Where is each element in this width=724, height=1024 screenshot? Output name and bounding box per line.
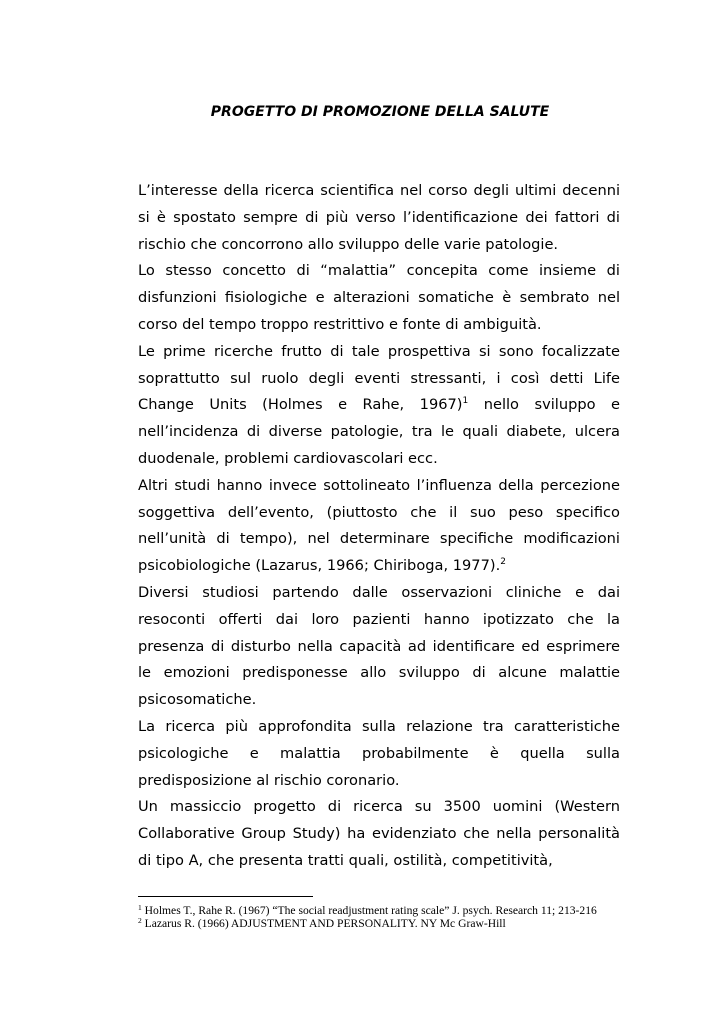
paragraph: Diversi studiosi partendo dalle osservazioni cliniche e dai resoconti offerti dai loro pazienti hanno ipotizzato che la presenza di disturbo nella capacità ad identificare ed esprimere le emozioni predisponesse allo sviluppo di alcune malattie psicosomatiche. xyxy=(138,583,620,709)
paragraph xyxy=(138,339,620,473)
footnote-text: Lazarus R. (1966) ADJUSTMENT AND PERSONALITY. NY Mc Graw-Hill xyxy=(141,917,506,930)
footnote-number: 1 xyxy=(138,903,142,912)
body-text xyxy=(138,178,620,875)
paragraph: La ricerca più approfondita sulla relazione tra caratteristiche psicologiche e malattia probabilmente è quella sulla predisposizione al rischio coronario. xyxy=(138,717,620,789)
footnote-separator xyxy=(138,896,313,897)
footnote xyxy=(138,904,620,917)
footnote-ref[interactable]: 2 xyxy=(500,557,506,568)
paragraph: L’interesse della ricerca scientifica nel corso degli ultimi decenni si è spostato sempre di più verso l’identificazione dei fattori di rischio che concorrono allo sviluppo delle varie patologie. xyxy=(138,182,620,253)
paragraph-text: nello sviluppo e nell’incidenza di diverse patologie, tra le quali diabete, ulcera duodenale, problemi cardiovascolari ecc. xyxy=(138,396,620,467)
paragraph: Lo stesso concetto di “malattia” concepita come insieme di disfunzioni fisiologiche e alterazioni somatiche è sembrato nel corso del tempo troppo restrittivo e fonte di ambiguità. xyxy=(138,262,620,333)
paragraph-text: Altri studi hanno invece sottolineato l’influenza della percezione soggettiva dell’evento, (piuttosto che il suo peso specifico nell’unità di tempo), nel determinare specifiche modificazioni psicobiologiche (Lazarus, 1966; Chiriboga, 1977). xyxy=(138,476,620,575)
paragraph: Un massiccio progetto di ricerca su 3500 uomini (Western Collaborative Group Study) ha evidenziato che nella personalità di tipo A, che presenta tratti quali, ostilità, competitività, xyxy=(138,798,620,869)
paragraph xyxy=(138,473,620,580)
footnote-number: 2 xyxy=(138,916,142,925)
paragraph-text: Le prime ricerche frutto di tale prospettiva si sono focalizzate soprattutto sul ruolo degli eventi stressanti, i così detti Life Change Units (Holmes e Rahe, 1967) xyxy=(138,342,620,414)
footnote xyxy=(138,917,620,930)
footnote-ref[interactable]: 1 xyxy=(462,396,469,407)
footnotes xyxy=(138,904,620,930)
footnote-text: Holmes T., Rahe R. (1967) “The social readjustment rating scale” J. psych. Research 11; 213-216 xyxy=(141,904,597,917)
page-title: PROGETTO DI PROMOZIONE DELLA SALUTE xyxy=(210,104,550,120)
